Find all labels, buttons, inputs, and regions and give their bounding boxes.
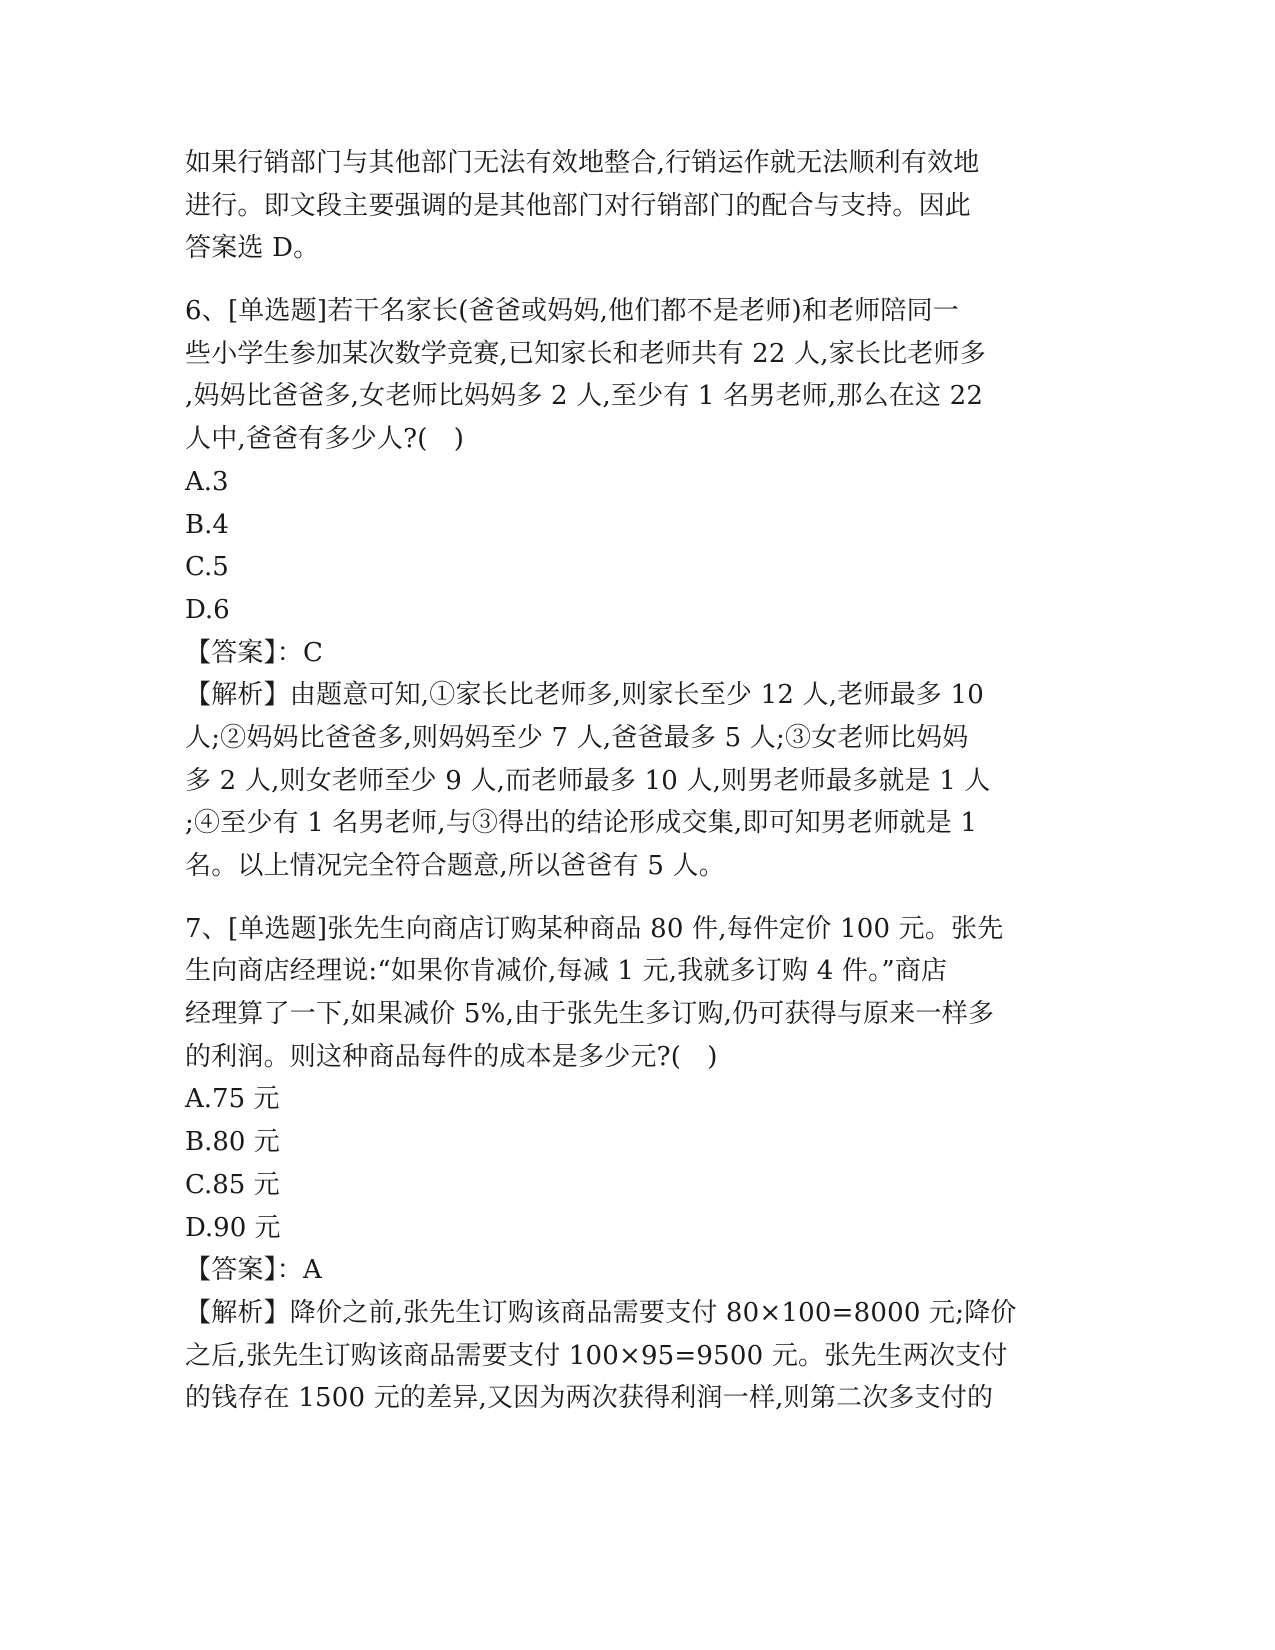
paragraph-gap <box>185 888 1090 908</box>
paragraph-gap <box>185 270 1090 290</box>
question-6 <box>185 290 1090 888</box>
question-stem-line: ,妈妈比爸爸多,女老师比妈妈多 2 人,至少有 1 名男老师,那么在这 22 <box>185 381 984 412</box>
prev-explanation-line: 答案选 D。 <box>185 233 320 264</box>
answer-line: 【答案】：A <box>185 1255 322 1286</box>
option-d: D.90 元 <box>185 1212 281 1243</box>
question-stem-line: 些小学生参加某次数学竞赛,已知家长和老师共有 22 人,家长比老师多 <box>185 338 986 369</box>
question-stem-line: 经理算了一下,如果减价 5%,由于张先生多订购,仍可获得与原来一样多 <box>185 999 995 1030</box>
option-b: B.80 元 <box>185 1127 280 1158</box>
analysis-line: 多 2 人,则女老师至少 9 人,而老师最多 10 人,则男老师最多就是 1 人 <box>185 765 991 796</box>
option-c: C.5 <box>185 552 229 583</box>
prev-explanation-line: 如果行销部门与其他部门无法有效地整合,行销运作就无法顺利有效地 <box>185 148 980 178</box>
option-d: D.6 <box>185 594 230 625</box>
question-stem-line: 6、[单选题]若干名家长(爸爸或妈妈,他们都不是老师)和老师陪同一 <box>185 296 959 327</box>
analysis-line: ;④至少有 1 名男老师,与③得出的结论形成交集,即可知男老师就是 1 <box>185 808 978 839</box>
option-a: A.75 元 <box>185 1084 280 1115</box>
option-b: B.4 <box>185 509 229 540</box>
option-c: C.85 元 <box>185 1169 280 1200</box>
analysis-line: 的钱存在 1500 元的差异,又因为两次获得利润一样,则第二次多支付的 <box>185 1383 994 1414</box>
prev-explanation-line: 进行。即文段主要强调的是其他部门对行销部门的配合与支持。因此 <box>185 190 972 221</box>
question-stem-line: 人中,爸爸有多少人?( ) <box>185 424 465 455</box>
question-7 <box>185 908 1090 1420</box>
analysis-line: 名。以上情况完全符合题意,所以爸爸有 5 人。 <box>185 851 725 881</box>
question-stem-line: 生向商店经理说:“如果你肯减价,每减 1 元,我就多订购 4 件。”商店 <box>185 956 948 987</box>
option-a: A.3 <box>185 466 229 497</box>
question-stem-line: 的利润。则这种商品每件的成本是多少元?( ) <box>185 1041 718 1072</box>
analysis-line: 之后,张先生订购该商品需要支付 100×95=9500 元。张先生两次支付 <box>185 1340 1008 1371</box>
answer-line: 【答案】：C <box>185 637 324 668</box>
analysis-line: 人;②妈妈比爸爸多,则妈妈至少 7 人,爸爸最多 5 人;③女老师比妈妈 <box>185 722 969 753</box>
document-page <box>185 142 1090 1420</box>
analysis-line: 【解析】降价之前,张先生订购该商品需要支付 80×100=8000 元;降价 <box>185 1297 1017 1328</box>
question-stem-line: 7、[单选题]张先生向商店订购某种商品 80 件,每件定价 100 元。张先 <box>185 913 1004 944</box>
prev-explanation <box>185 142 1090 270</box>
analysis-line: 【解析】由题意可知,①家长比老师多,则家长至少 12 人,老师最多 10 <box>185 680 984 711</box>
